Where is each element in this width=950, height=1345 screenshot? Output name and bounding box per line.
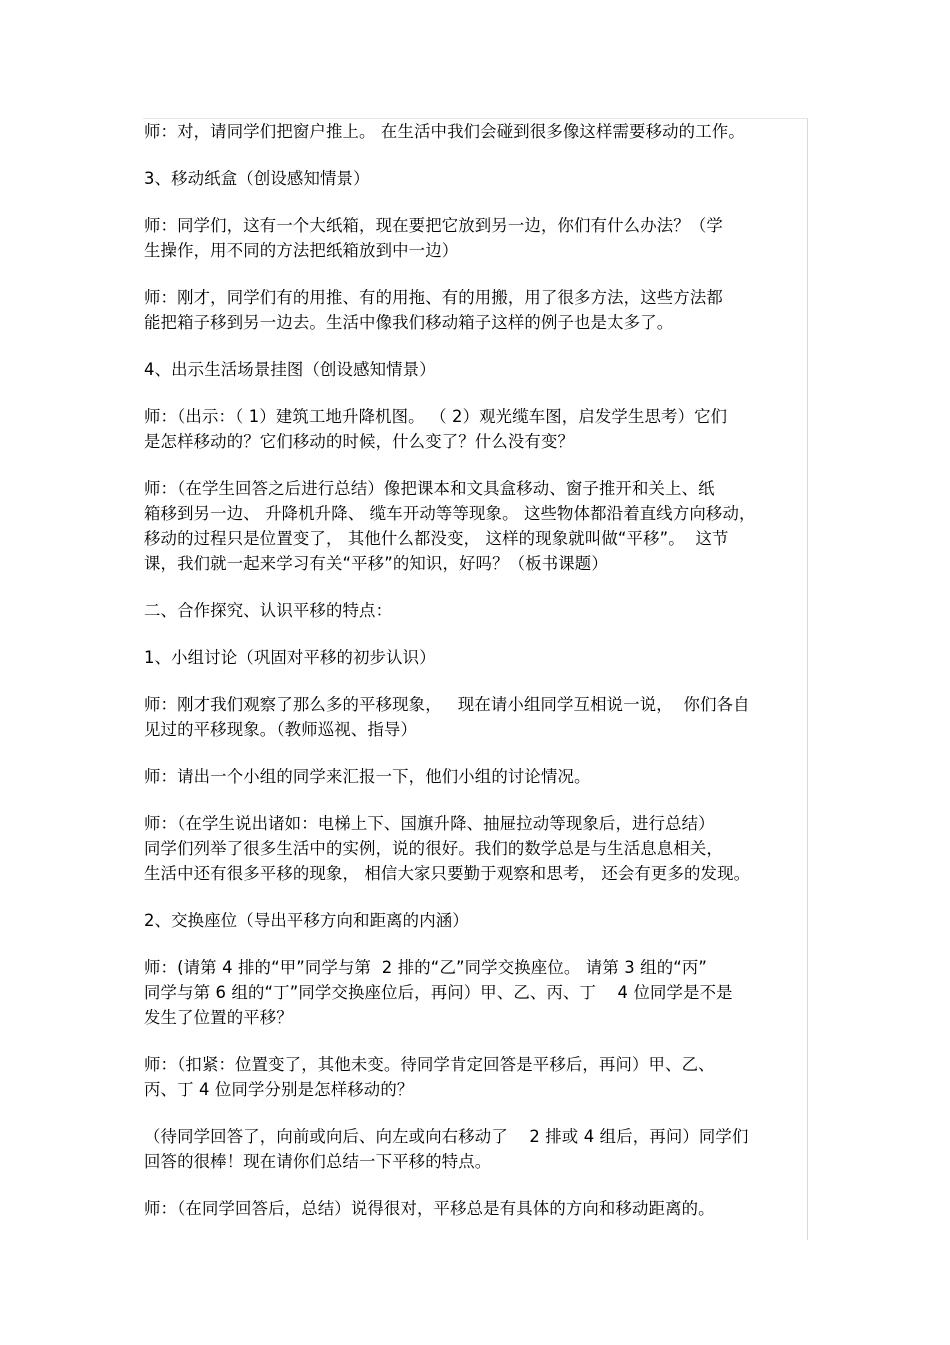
text-line: 同学与第 6 组的“丁”同学交换座位后，再问）甲、乙、丙、丁 4 位同学是不是 xyxy=(144,983,733,1002)
document-body xyxy=(144,119,806,1221)
paragraph xyxy=(144,476,806,576)
text-line: 课，我们就一起来学习有关“平移”的知识，好吗？（板书课题） xyxy=(144,554,608,573)
text-line: 师：同学们，这有一个大纸箱，现在要把它放到另一边，你们有什么办法？（学 xyxy=(144,216,723,235)
text-line: 师：刚才我们观察了那么多的平移现象， 现在请小组同学互相说一说， 你们各自 xyxy=(144,695,750,714)
paragraph xyxy=(144,213,806,263)
paragraph xyxy=(144,598,806,623)
paragraph xyxy=(144,908,806,933)
text-line: 师：刚才，同学们有的用推、有的用拖、有的用搬，用了很多方法，这些方法都 xyxy=(144,288,723,307)
text-line: 见过的平移现象。（教师巡视、指导） xyxy=(144,720,417,739)
text-line: 师：（在学生回答之后进行总结）像把课本和文具盒移动、窗子推开和关上、纸 xyxy=(144,479,715,498)
text-line: 师：（扣紧：位置变了，其他未变。待同学肯定回答是平移后，再问）甲、乙、 xyxy=(144,1055,715,1074)
text-line: 丙、丁 4 位同学分别是怎样移动的？ xyxy=(144,1080,414,1099)
text-line: 2、交换座位（导出平移方向和距离的内涵） xyxy=(144,911,469,930)
text-line: 生活中还有很多平移的现象， 相信大家只要勤于观察和思考， 还会有更多的发现。 xyxy=(144,864,751,883)
text-line: 回答的很棒！现在请你们总结一下平移的特点。 xyxy=(144,1152,492,1171)
paragraph xyxy=(144,764,806,789)
paragraph xyxy=(144,119,806,144)
text-line: 二、合作探究、认识平移的特点： xyxy=(144,601,393,620)
text-line: 师：（出示：（ 1）建筑工地升降机图。 （ 2）观光缆车图，启发学生思考）它们 xyxy=(144,407,728,426)
paragraph xyxy=(144,645,806,670)
paragraph xyxy=(144,1052,806,1102)
text-line: 师：对，请同学们把窗户推上。 在生活中我们会碰到很多像这样需要移动的工作。 xyxy=(144,122,745,141)
text-line: 发生了位置的平移？ xyxy=(144,1008,293,1027)
paragraph xyxy=(144,1124,806,1174)
text-line: 4、出示生活场景挂图（创设感知情景） xyxy=(144,360,436,379)
paragraph xyxy=(144,285,806,335)
paragraph xyxy=(144,811,806,886)
text-line: 箱移到另一边、 升降机升降、 缆车开动等等现象。 这些物体都沿着直线方向移动， xyxy=(144,504,756,523)
text-line: 1、小组讨论（巩固对平移的初步认识） xyxy=(144,648,436,667)
text-line: 师：（在学生说出诸如：电梯上下、国旗升降、抽屉拉动等现象后，进行总结） xyxy=(144,814,715,833)
text-line: 是怎样移动的？它们移动的时候，什么变了？什么没有变？ xyxy=(144,432,575,451)
text-line: 师：（在同学回答后，总结）说得很对，平移总是有具体的方向和移动距离的。 xyxy=(144,1199,715,1218)
text-line: 移动的过程只是位置变了， 其他什么都没变， 这样的现象就叫做“平移”。 这节 xyxy=(144,529,729,548)
paragraph xyxy=(144,692,806,742)
text-line: 同学们列举了很多生活中的实例，说的很好。我们的数学总是与生活息息相关， xyxy=(144,839,723,858)
text-line: 师：(请第 4 排的“甲”同学与第 2 排的“乙”同学交换座位。 请第 3 组的“丙” xyxy=(144,958,708,977)
text-line: 3、移动纸盒（创设感知情景） xyxy=(144,169,370,188)
text-line: （待同学回答了，向前或向后、向左或向右移动了 2 排或 4 组后，再问）同学们 xyxy=(144,1127,749,1146)
text-line: 师：请出一个小组的同学来汇报一下，他们小组的讨论情况。 xyxy=(144,767,591,786)
paragraph xyxy=(144,166,806,191)
paragraph xyxy=(144,1196,806,1221)
text-line: 生操作，用不同的方法把纸箱放到中一边） xyxy=(144,241,459,260)
paragraph xyxy=(144,955,806,1030)
text-line: 能把箱子移到另一边去。生活中像我们移动箱子这样的例子也是太多了。 xyxy=(144,313,674,332)
paragraph xyxy=(144,357,806,382)
paragraph xyxy=(144,404,806,454)
